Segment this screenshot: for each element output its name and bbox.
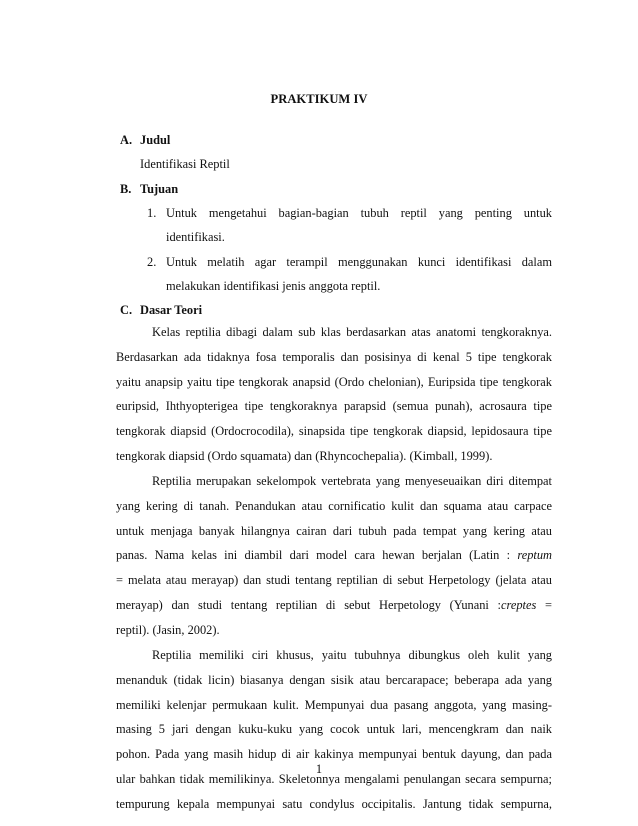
section-a-letter: A. — [120, 133, 133, 147]
paragraph-line: untuk menjaga banyak hilangnya cairan dari tubuh pada tempat yang kering atau — [116, 523, 552, 538]
paragraph-line: Reptilia merupakan sekelompok vertebrata yang menyeseuaikan diri ditempat — [152, 474, 552, 488]
paragraph-3 — [116, 643, 552, 817]
paragraph-line: yang kering di tanah. Penandukan atau cornificatio kulit dan squama atau carpace — [116, 498, 552, 513]
italic-term: creptes — [501, 597, 537, 612]
page-number: 1 — [315, 762, 323, 776]
section-c-title: Dasar Teori — [140, 303, 203, 317]
paragraph-text: panas. Nama kelas ini diambil dari model cara hewan berjalan (Latin : — [116, 548, 518, 563]
section-a-heading — [120, 133, 170, 148]
paragraph-1 — [116, 320, 552, 469]
objective-1-number: 1. — [147, 206, 157, 220]
paragraph-2 — [116, 469, 552, 643]
paragraph-line: tengkorak diapsid (Ordo squamata) dan (Rhyncochepalia). (Kimball, 1999). — [116, 448, 493, 463]
paragraph-line-mixed — [116, 593, 552, 618]
paragraph-line: ular bahkan tidak memilikinya. Skeletonnya mengalami penulangan secara sempurna; — [116, 771, 552, 786]
section-b-title: Tujuan — [140, 182, 179, 196]
section-c-heading — [120, 303, 202, 318]
paragraph-line: masing 5 jari dengan kuku-kuku yang cocok untuk lari, mencengkram dan naik — [116, 722, 552, 737]
paragraph-line-mixed — [116, 543, 552, 568]
objective-1-line2: identifikasi. — [166, 230, 225, 244]
objective-2-number: 2. — [147, 255, 157, 269]
paragraph-text: = — [536, 597, 552, 612]
paragraph-line: Berdasarkan ada tidaknya fosa temporalis dan posisinya di kenal 5 tipe tengkorak — [116, 349, 552, 364]
paragraph-line: pohon. Pada yang masih hidup di air kakinya mempunyai bentuk dayung, dan pada — [116, 747, 552, 762]
page-title: PRAKTIKUM IV — [270, 92, 368, 106]
section-a-title: Judul — [140, 133, 171, 147]
paragraph-line: tempurung kepala mempunyai satu condylus occipitalis. Jantung tidak sempurna, — [116, 796, 552, 811]
paragraph-text: merayap) dan studi tentang reptilian di sebut Herpetology (Yunani : — [116, 597, 501, 612]
italic-term: reptum — [517, 548, 552, 563]
section-b-heading — [120, 182, 178, 197]
objective-2-line1: Untuk melatih agar terampil menggunakan kunci identifikasi dalam — [166, 255, 552, 269]
paragraph-line: = melata atau merayap) dan studi tentang reptilian di sebut Herpetology (jelata atau — [116, 573, 552, 588]
section-b-letter: B. — [120, 182, 132, 196]
paragraph-line: Kelas reptilia dibagi dalam sub klas berdasarkan atas anatomi tengkoraknya. — [152, 325, 552, 339]
paragraph-line: Reptilia memiliki ciri khusus, yaitu tubuhnya dibungkus oleh kulit yang — [152, 648, 552, 662]
paragraph-line: tengkorak diapsid (Ordocrocodila), sinapsida tipe tengkorak diapsid, lepidosaura tipe — [116, 424, 552, 439]
paragraph-line: euripsid, Ihthyopterigea tipe tengkoraknya parapsid (semua punah), acrosaura tipe — [116, 399, 552, 414]
objective-2-line2: melakukan identifikasi jenis anggota reptil. — [166, 279, 381, 293]
section-c-letter: C. — [120, 303, 133, 317]
paragraph-line: yaitu anapsip yaitu tipe tengkorak anapsid (Ordo chelonian), Euripsida tipe tengkorak — [116, 374, 552, 389]
paragraph-line: menanduk (tidak licin) biasanya dengan sisik atau bercarapace; beberapa ada yang — [116, 672, 552, 687]
section-a-content: Identifikasi Reptil — [140, 157, 230, 171]
paragraph-line: memiliki kelenjar permukaan kulit. Mempunyai dua pasang anggota, yang masing- — [116, 697, 552, 712]
paragraph-line: reptil). (Jasin, 2002). — [116, 622, 220, 637]
objective-1-line1: Untuk mengetahui bagian-bagian tubuh reptil yang penting untuk — [166, 206, 552, 220]
